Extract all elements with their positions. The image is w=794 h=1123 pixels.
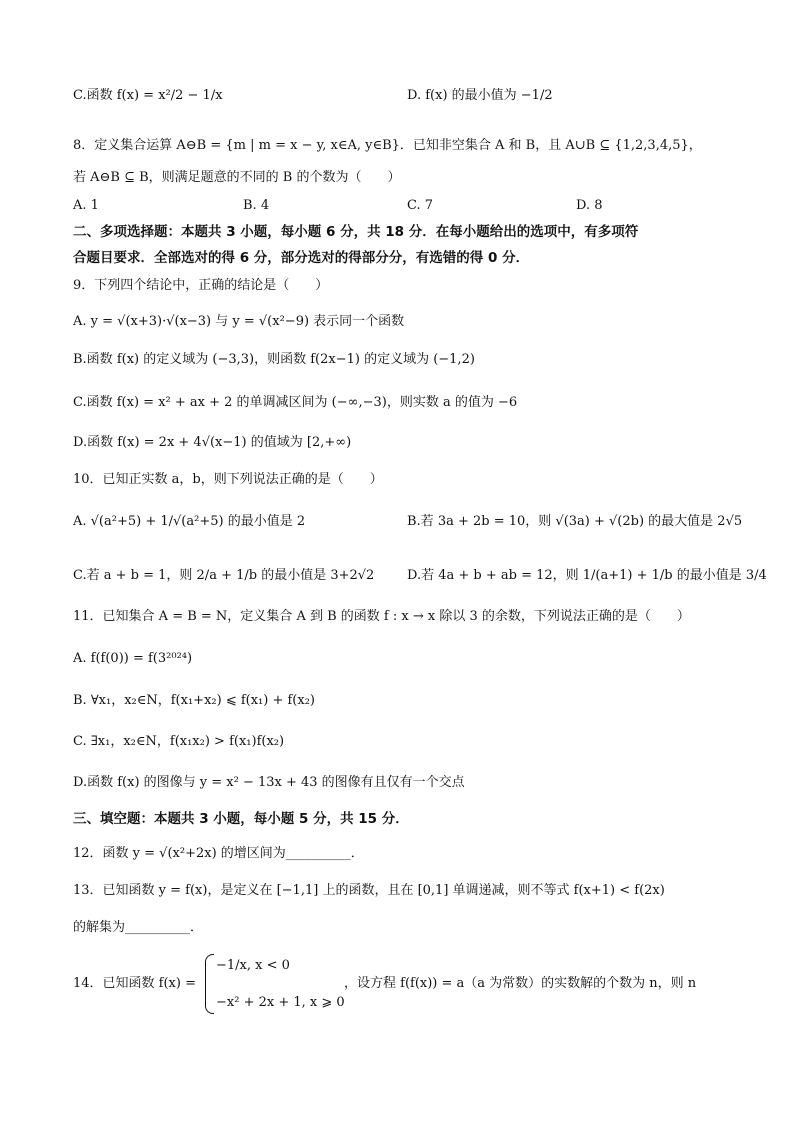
q7-option-d: D. f(x) 的最小值为 −1/2 [407, 88, 553, 103]
q14-lead: 14．已知函数 f(x) = [73, 976, 196, 991]
q9-option-d: D.函数 f(x) = 2x + 4√(x−1) 的值域为 [2,+∞) [73, 435, 352, 450]
q8-stem-line2: 若 A⊖B ⊆ B，则满足题意的不同的 B 的个数为（ ） [73, 170, 401, 185]
q14-case-1: −1/x, x < 0 [216, 958, 290, 973]
q10-option-a: A. √(a²+5) + 1/√(a²+5) 的最小值是 2 [73, 514, 306, 529]
q10-stem: 10．已知正实数 a，b，则下列说法正确的是（ ） [73, 472, 383, 487]
q10-option-d: D.若 4a + b + ab = 12，则 1/(a+1) + 1/b 的最小值是 3/4 [407, 568, 767, 583]
q8-option-c: C. 7 [407, 198, 434, 213]
q7-option-c: C.函数 f(x) = x²/2 − 1/x [73, 88, 223, 103]
q11-option-b: B. ∀x₁，x₂∈N，f(x₁+x₂) ⩽ f(x₁) + f(x₂) [73, 693, 315, 708]
q9-option-a: A. y = √(x+3)·√(x−3) 与 y = √(x²−9) 表示同一个函数 [73, 314, 405, 329]
q8-stem-line1: 8．定义集合运算 A⊖B = {m | m = x − y, x∈A, y∈B}．已知非空集合 A 和 B，且 A∪B ⊆ {1,2,3,4,5}， [73, 138, 702, 153]
section2-heading-line1: 二、多项选择题：本题共 3 小题，每小题 6 分，共 18 分．在每小题给出的选项中，有多项符 [73, 224, 639, 240]
section2-heading-line2: 合题目要求．全部选对的得 6 分，部分选对的得部分分，有选错的得 0 分． [73, 250, 530, 266]
q10-option-b: B.若 3a + 2b = 10，则 √(3a) + √(2b) 的最大值是 2√5 [407, 514, 743, 529]
q8-option-a: A. 1 [73, 198, 99, 213]
q13-stem-line1: 13．已知函数 y = f(x)，是定义在 [−1,1] 上的函数，且在 [0,1] 单调递减，则不等式 f(x+1) < f(2x) [73, 883, 665, 898]
q14-case-2: −x² + 2x + 1, x ⩾ 0 [216, 995, 345, 1010]
q13-stem-line2: 的解集为__________． [73, 920, 204, 935]
q11-stem: 11．已知集合 A = B = N，定义集合 A 到 B 的函数 f : x → x 除以 3 的余数，下列说法正确的是（ ） [73, 609, 690, 624]
q10-option-c: C.若 a + b = 1，则 2/a + 1/b 的最小值是 3+2√2 [73, 568, 375, 583]
q8-option-d: D. 8 [576, 198, 603, 213]
q14-piecewise-brace [205, 954, 214, 1014]
q11-option-d: D.函数 f(x) 的图像与 y = x² − 13x + 43 的图像有且仅有一个交点 [73, 775, 465, 790]
q8-option-b: B. 4 [243, 198, 270, 213]
q14-tail: ，设方程 f(f(x)) = a（a 为常数）的实数解的个数为 n，则 n [344, 976, 697, 991]
section3-heading: 三、填空题：本题共 3 小题，每小题 5 分，共 15 分． [73, 811, 409, 827]
q9-option-b: B.函数 f(x) 的定义域为 (−3,3)，则函数 f(2x−1) 的定义域为 (−1,2) [73, 352, 475, 367]
q11-option-c: C. ∃x₁，x₂∈N，f(x₁x₂) > f(x₁)f(x₂) [73, 734, 285, 749]
q11-option-a: A. f(f(0)) = f(3²⁰²⁴) [73, 651, 193, 666]
q12-stem: 12．函数 y = √(x²+2x) 的增区间为__________． [73, 846, 364, 861]
q9-stem: 9．下列四个结论中，正确的结论是（ ） [73, 278, 329, 293]
q9-option-c: C.函数 f(x) = x² + ax + 2 的单调减区间为 (−∞,−3)，则实数 a 的值为 −6 [73, 395, 518, 410]
